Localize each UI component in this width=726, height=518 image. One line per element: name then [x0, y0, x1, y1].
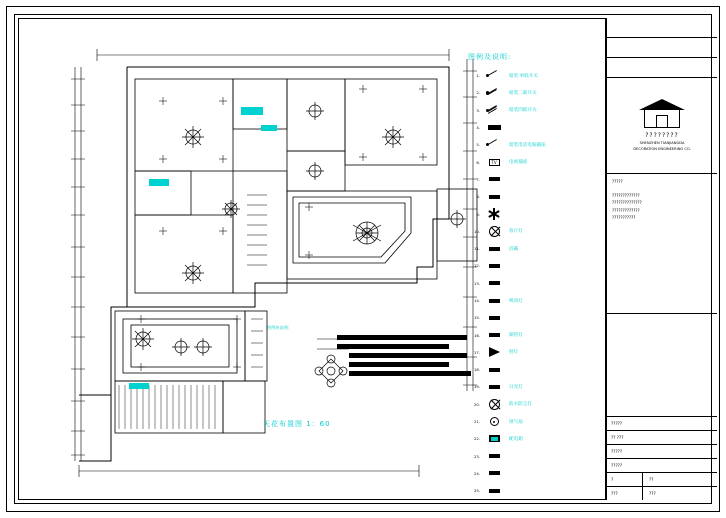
- legend-item-symbol: [483, 259, 505, 273]
- legend-item-number: 16.: [473, 332, 480, 338]
- highlight-patch: [129, 383, 149, 389]
- legend-item-symbol: [483, 484, 505, 498]
- title-field-row: [607, 444, 717, 458]
- legend-item-symbol: [483, 311, 505, 325]
- legend-item-label: 射灯: [509, 350, 519, 356]
- legend-item-number: 10.: [473, 228, 480, 234]
- legend-item-number: 18.: [473, 367, 480, 373]
- legend-item-symbol: [483, 207, 505, 221]
- legend-item-number: 4.: [476, 125, 480, 131]
- legend-item: [466, 136, 592, 153]
- field-value: ??: [649, 477, 654, 482]
- legend-item-label: 浴霸: [509, 246, 519, 252]
- field-label: ?????: [611, 463, 623, 468]
- plan-title: 天花布置图 1：60: [263, 420, 331, 428]
- legend-item-label: 防水防尘灯: [509, 402, 532, 408]
- legend-title: 图例及说明:: [468, 53, 512, 61]
- title-block: [606, 18, 716, 500]
- note-bar: [337, 335, 467, 340]
- legend-item: [466, 292, 592, 309]
- legend-item: [466, 430, 592, 447]
- field-value: ???: [649, 491, 656, 496]
- legend-item-symbol: [483, 69, 505, 83]
- title-field-row: [607, 416, 717, 430]
- legend-item-symbol: [483, 466, 505, 480]
- legend-item: [466, 223, 592, 240]
- legend-item-number: 21.: [473, 419, 480, 425]
- legend-item: [466, 396, 592, 413]
- legend-item-label: 铜管灯: [509, 333, 523, 339]
- legend-item-label: 日光灯: [509, 384, 523, 390]
- legend-item-number: 5.: [476, 142, 480, 148]
- legend-bar-icon: [489, 454, 500, 458]
- switch-1-gang-icon: [486, 71, 502, 81]
- legend-item: [466, 344, 592, 361]
- legend-item-label: 客厅灯: [509, 229, 523, 235]
- legend-bar-icon: [489, 333, 500, 337]
- legend-item-symbol: [483, 86, 505, 100]
- title-field-row: [607, 472, 717, 486]
- legend-item-number: 3.: [476, 107, 480, 113]
- legend-item-number: 13.: [473, 280, 480, 286]
- legend-bar-icon: [489, 316, 500, 320]
- legend-item: [466, 153, 592, 170]
- legend-item-number: 14.: [473, 298, 480, 303]
- legend-bar-icon: [489, 489, 500, 493]
- legend-item-number: 24.: [473, 470, 480, 476]
- legend-item-symbol: [483, 138, 505, 152]
- legend-list: [466, 67, 592, 499]
- title-field-row: [607, 458, 717, 472]
- note-bar: [349, 362, 449, 367]
- title-row-1: [607, 18, 717, 38]
- legend-item: [466, 119, 592, 136]
- legend-item: [466, 275, 592, 292]
- notes-line: ?????????????: [612, 192, 640, 198]
- title-notes: [607, 174, 717, 314]
- legend-item-number: 2.: [476, 90, 480, 96]
- switch-3-gang-icon: [486, 105, 502, 115]
- exhaust-fan-icon: [490, 417, 499, 426]
- company-name-en: SHENZHEN TIANJIANGDA DECORATION ENGINEERING CO.: [633, 141, 691, 151]
- legend-item-number: 25.: [473, 488, 480, 494]
- highlight-patch: [149, 179, 169, 186]
- title-field-row: [607, 430, 717, 444]
- legend-item: [466, 240, 592, 257]
- legend-item: [466, 171, 592, 188]
- legend-item-symbol: [483, 328, 505, 342]
- legend-item-label: 暗装二联开关: [509, 90, 537, 96]
- legend-bar-icon: [489, 281, 500, 285]
- legend-bar-icon: [489, 195, 500, 199]
- company-name-cn: ????????: [645, 132, 679, 140]
- legend-bar-icon: [489, 368, 500, 372]
- legend-item: [466, 84, 592, 101]
- field-label: ?????: [611, 421, 623, 426]
- legend-item-label: 电视插座: [509, 160, 528, 166]
- legend-item-symbol: [483, 190, 505, 204]
- field-label: ???: [607, 487, 643, 500]
- legend-bar-icon: [489, 471, 500, 475]
- legend-item-symbol: [483, 432, 505, 446]
- waterproof-lamp-icon: [489, 399, 500, 410]
- legend-item-symbol: [483, 345, 505, 359]
- spot-light-icon: [489, 347, 500, 357]
- legend-item-number: 22.: [473, 436, 480, 442]
- legend-item-symbol: [483, 449, 505, 463]
- legend-item: [466, 465, 592, 482]
- note-label: 图例块说明:: [267, 325, 290, 330]
- legend-item-number: 15.: [473, 315, 480, 321]
- legend-item: [466, 188, 592, 205]
- legend-item: [466, 361, 592, 378]
- notes-line: ?????????????: [612, 207, 640, 213]
- legend-item-label: 吸顶灯: [509, 298, 523, 304]
- legend-item-symbol: [483, 380, 505, 394]
- legend-item-symbol: [483, 276, 505, 290]
- legend-item: [466, 67, 592, 84]
- ceiling-fan-icon: [488, 208, 500, 220]
- legend-item-number: 8.: [476, 194, 480, 200]
- legend-panel: [466, 52, 592, 499]
- company-logo: [607, 78, 717, 174]
- notes-line: ???????????: [612, 215, 636, 221]
- legend-item-number: 1.: [476, 73, 480, 79]
- legend-item-label: 暗装电话电脑插座: [509, 142, 546, 148]
- notes-heading: ?????: [612, 179, 623, 184]
- legend-item-number: 6.: [476, 159, 480, 165]
- legend-item-number: 11.: [473, 246, 480, 252]
- note-bar: [349, 353, 467, 358]
- legend-item-symbol: [483, 224, 505, 238]
- legend-item-symbol: [483, 294, 505, 308]
- legend-item: [466, 205, 592, 222]
- title-fields: [607, 416, 717, 500]
- legend-item-number: 23.: [473, 453, 480, 459]
- note-bar: [337, 344, 449, 349]
- legend-item-symbol: [483, 103, 505, 117]
- legend-item: [466, 482, 592, 499]
- legend-item-number: 20.: [473, 401, 480, 407]
- legend-bar-icon: [489, 264, 500, 268]
- notes-line: ??????????????: [612, 200, 642, 206]
- legend-bar-icon: [489, 177, 500, 181]
- highlight-patch: [241, 107, 263, 115]
- legend-item-symbol: [483, 242, 505, 256]
- legend-item: [466, 413, 592, 430]
- legend-item-symbol: [483, 397, 505, 411]
- legend-item: [466, 448, 592, 465]
- title-row-3: [607, 58, 717, 78]
- field-label: ?? ???: [611, 435, 624, 440]
- house-logo-icon: [639, 99, 685, 129]
- field-label: ?????: [611, 449, 623, 454]
- legend-item-number: 17.: [473, 349, 480, 355]
- legend-item-symbol: [483, 415, 505, 429]
- field-label: ?: [607, 473, 643, 486]
- legend-item-number: 19.: [473, 384, 480, 390]
- tv-socket-icon: TV: [489, 159, 500, 166]
- legend-bar-icon: [489, 299, 500, 303]
- legend-item-label: 暗装四联开关: [509, 108, 537, 114]
- note-bar: [349, 371, 471, 376]
- legend-item-number: 7.: [476, 176, 480, 182]
- highlight-patch: [261, 125, 277, 131]
- legend-item: [466, 309, 592, 326]
- legend-bar-icon: [489, 247, 500, 251]
- legend-item: [466, 378, 592, 395]
- chandelier-icon: [489, 226, 500, 237]
- legend-item-number: 12.: [473, 263, 480, 269]
- title-row-2: [607, 38, 717, 58]
- legend-item: [466, 326, 592, 343]
- legend-item-number: 9.: [476, 211, 480, 217]
- switch-2-gang-icon: [486, 88, 502, 98]
- phone-socket-icon: [486, 140, 502, 150]
- title-field-row: [607, 486, 717, 500]
- legend-item-symbol: [483, 363, 505, 377]
- legend-item-label: 配电箱: [509, 436, 523, 442]
- socket-icon: [488, 125, 501, 130]
- legend-item-symbol: [483, 121, 505, 135]
- legend-item: [466, 102, 592, 119]
- legend-item-label: 暗装 单联开关: [509, 73, 539, 79]
- legend-item-symbol: [483, 155, 505, 169]
- power-box-icon: [489, 435, 500, 442]
- legend-bar-icon: [489, 385, 500, 389]
- legend-item: [466, 257, 592, 274]
- legend-item-label: 排气扇: [509, 419, 523, 425]
- legend-item-symbol: [483, 172, 505, 186]
